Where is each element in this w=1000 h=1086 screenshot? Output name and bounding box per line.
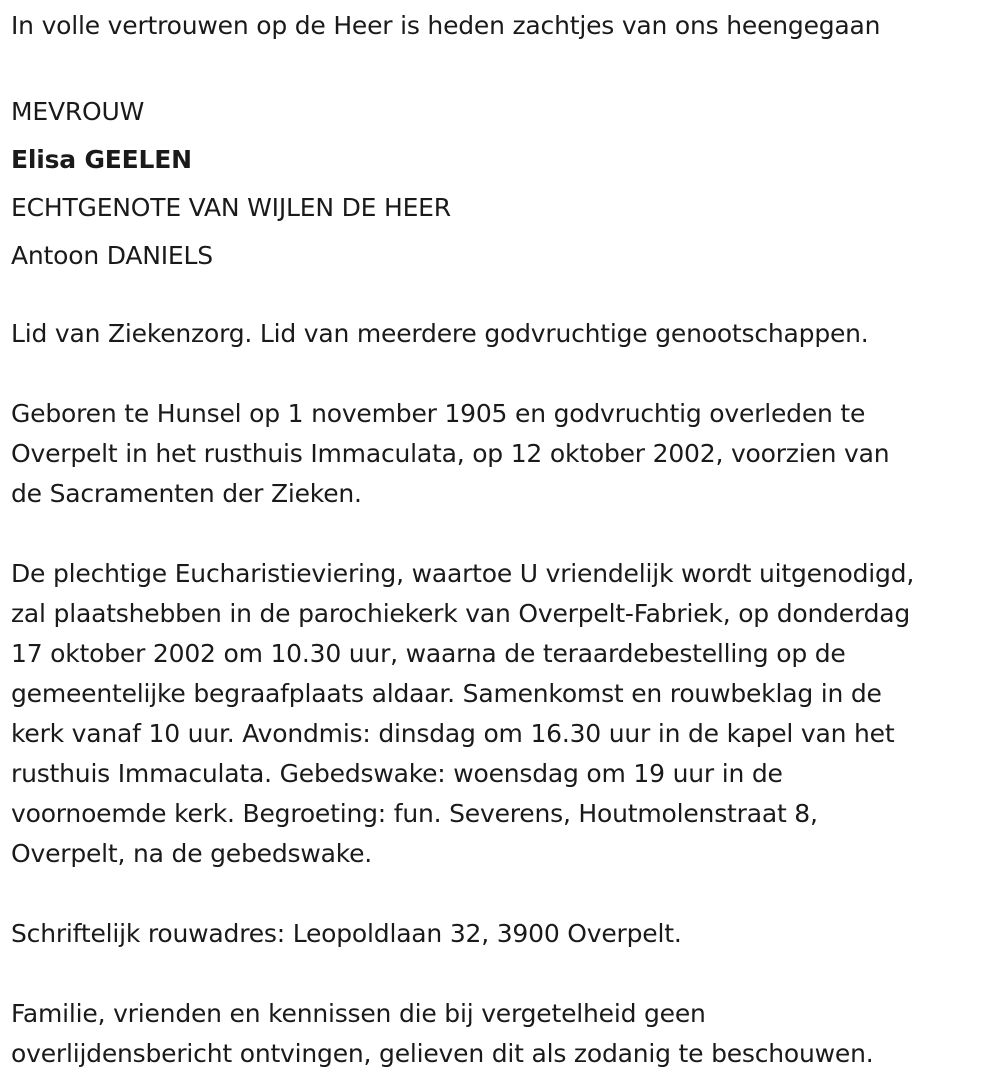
deceased-name: Elisa GEELEN (11, 145, 192, 174)
memberships-text: Lid van Ziekenzorg. Lid van meerdere godvruchtige genootschappen. (11, 319, 869, 348)
intro-text: In volle vertrouwen op de Heer is heden zachtjes van ons heengegaan (11, 11, 881, 40)
obituary-document (11, 6, 996, 1074)
spacer (11, 954, 996, 994)
relation-text: ECHTGENOTE VAN WIJLEN DE HEER (11, 193, 451, 222)
paragraph-line: kerk vanaf 10 uur. Avondmis: dinsdag om 16.30 uur in de kapel van het (11, 719, 895, 748)
paragraph-line: de Sacramenten der Zieken. (11, 479, 362, 508)
paragraph-line: overlijdensbericht ontvingen, gelieven dit als zodanig te beschouwen. (11, 1039, 874, 1068)
paragraph-line: voornoemde kerk. Begroeting: fun. Severens, Houtmolenstraat 8, (11, 799, 818, 828)
paragraph-line: 17 oktober 2002 om 10.30 uur, waarna de teraardebestelling op de (11, 639, 846, 668)
paragraph-line: zal plaatshebben in de parochiekerk van Overpelt-Fabriek, op donderdag (11, 599, 911, 628)
address-text: Schriftelijk rouwadres: Leopoldlaan 32, 3900 Overpelt. (11, 919, 682, 948)
paragraph-line: Overpelt, na de gebedswake. (11, 839, 373, 868)
title-text: MEVROUW (11, 97, 145, 126)
paragraph-line: Geboren te Hunsel op 1 november 1905 en godvruchtig overleden te (11, 399, 866, 428)
paragraph-line: rusthuis Immaculata. Gebedswake: woensdag om 19 uur in de (11, 759, 783, 788)
spacer (11, 280, 996, 314)
closing-paragraph (11, 994, 996, 1074)
paragraph-line: De plechtige Eucharistieviering, waartoe U vriendelijk wordt uitgenodigd, (11, 559, 915, 588)
ceremony-paragraph (11, 554, 996, 874)
paragraph-line: gemeentelijke begraafplaats aldaar. Samenkomst en rouwbeklag in de (11, 679, 882, 708)
spacer (11, 46, 996, 86)
paragraph-line: Overpelt in het rusthuis Immaculata, op 12 oktober 2002, voorzien van (11, 439, 890, 468)
spacer (11, 514, 996, 554)
birth-death-paragraph (11, 394, 996, 514)
spouse-name: Antoon DANIELS (11, 241, 213, 270)
name-block (11, 88, 996, 280)
spacer (11, 354, 996, 394)
paragraph-line: Familie, vrienden en kennissen die bij vergetelheid geen (11, 999, 706, 1028)
spacer (11, 874, 996, 914)
